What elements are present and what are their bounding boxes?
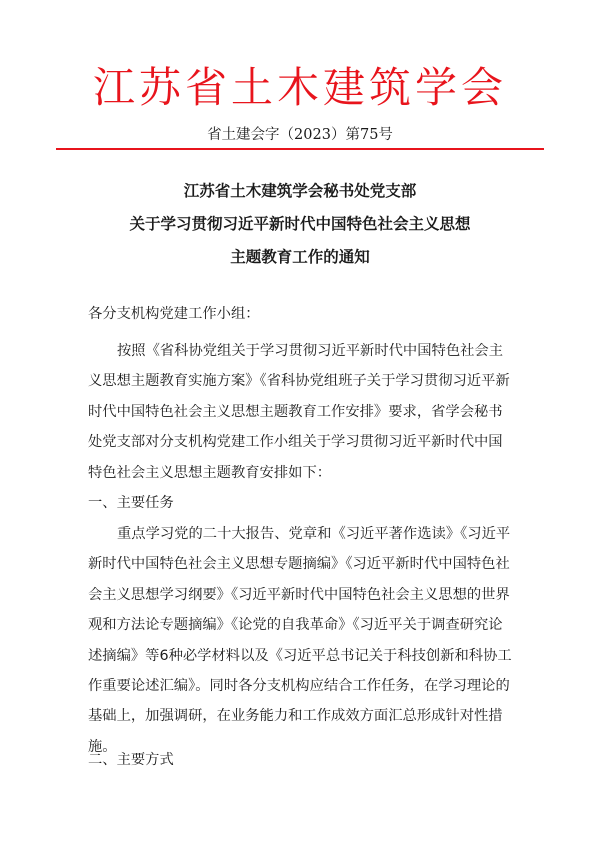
title-line-1: 江苏省土木建筑学会秘书处党支部 (183, 182, 417, 200)
issuing-organization-header: 江苏省土木建筑学会 (92, 63, 507, 112)
section-heading-main-tasks: 一、主要任务 (88, 495, 174, 511)
section-heading-main-methods: 二、主要方式 (88, 752, 174, 768)
paragraph-intro: 按照《省科协党组关于学习贯彻习近平新时代中国特色社会主义思想主题教育实施方案》《省科协党组班子关于学习贯彻习近平新时代中国特色社会主义思想主题教育工作安排》要求，省学会秘书处党支部对分支机构党建工作小组关于学习贯彻习近平新时代中国特色社会主义思想主题教育安排如下： (88, 343, 510, 481)
document-number: 省土建会字（2023）第75号 (207, 127, 393, 143)
title-line-2: 关于学习贯彻习近平新时代中国特色社会主义思想 (129, 215, 471, 233)
paragraph-main-tasks: 重点学习党的二十大报告、党章和《习近平著作选读》《习近平新时代中国特色社会主义思想专题摘编》《习近平新时代中国特色社会主义思想学习纲要》《习近平新时代中国特色社会主义思想的世界观和方法论专题摘编》《论党的自我革命》《习近平关于调查研究论述摘编》等6种必学材料以及《习近平总书记关于科技创新和科协工作重要论述汇编》。同时各分支机构应结合工作任务，在学习理论的基础上，加强调研，在业务能力和工作成效方面汇总形成针对性措施。 (88, 526, 512, 755)
title-line-3: 主题教育工作的通知 (230, 248, 370, 266)
document-title (0, 175, 600, 274)
salutation: 各分支机构党建工作小组： (88, 306, 260, 322)
red-divider-line (56, 148, 544, 150)
